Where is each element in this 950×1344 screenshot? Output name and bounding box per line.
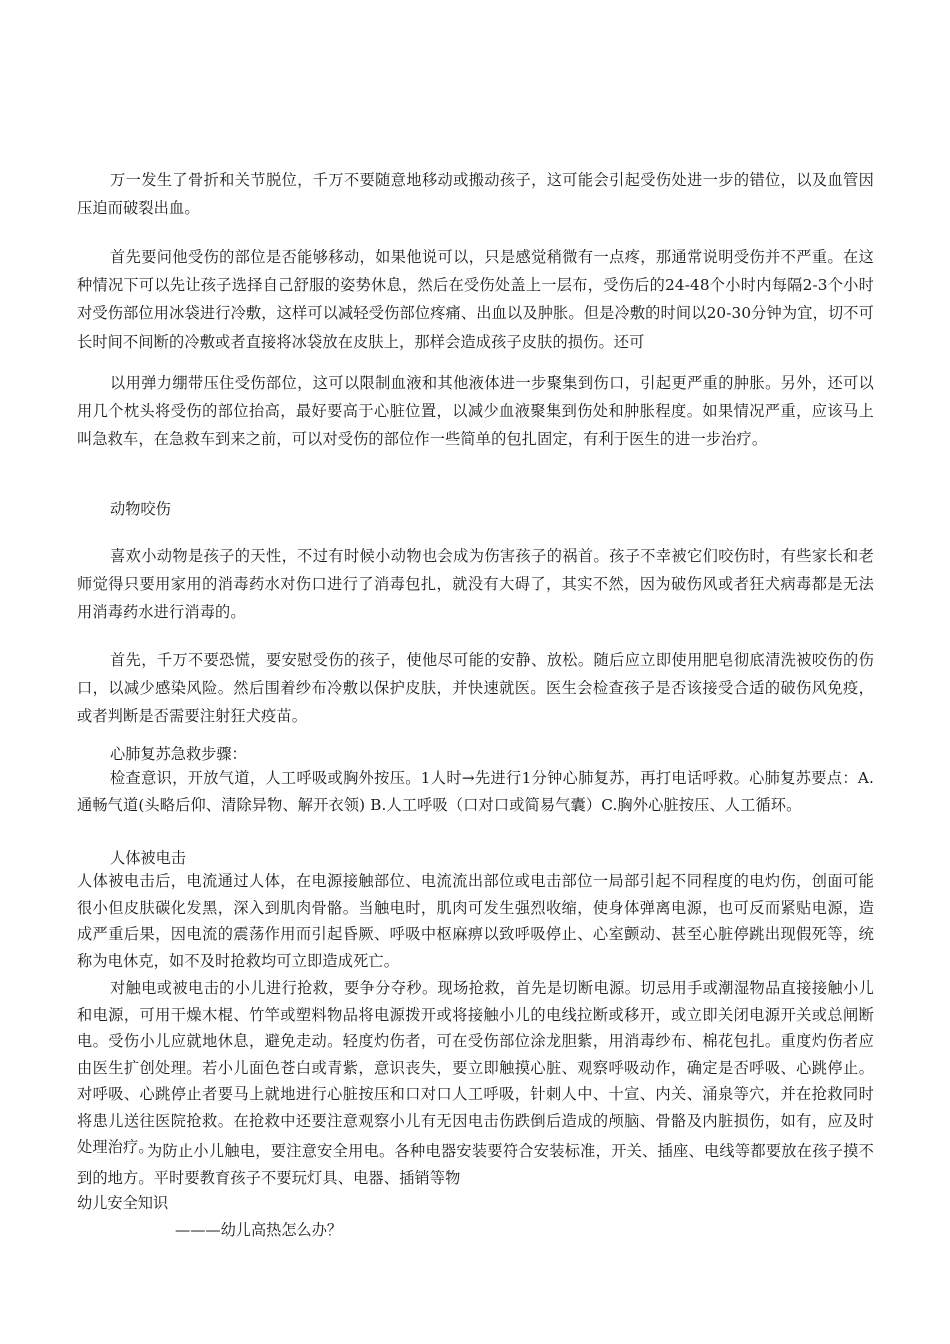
- section-title: 幼儿安全知识: [77, 1194, 169, 1212]
- heading-electric-shock: 人体被电击: [110, 849, 186, 867]
- heading-cpr-steps: 心肺复苏急救步骤：: [110, 745, 247, 763]
- paragraph-cpr-steps: 检查意识，开放气道，人工呼吸或胸外按压。1人时→先进行1分钟心肺复苏，再打电话呼救。心肺复苏要点：A.通畅气道(头略后仰、清除异物、解开衣领) B.人工呼吸（口对口或简易气囊）C.胸外心脏按压、人工循环。: [77, 769, 874, 814]
- paragraph-electric-shock-prevention: 为防止小儿触电，要注意安全用电。各种电器安装要符合安装标准，开关、插座、电线等都要放在孩子摸不到的地方。平时要教育孩子不要玩灯具、电器、插销等物: [77, 1142, 874, 1187]
- paragraph-animal-bite-intro: 喜欢小动物是孩子的天性，不过有时候小动物也会成为伤害孩子的祸首。孩子不幸被它们咬伤时，有些家长和老师觉得只要用家用的消毒药水对伤口进行了消毒包扎，就没有大碍了，其实不然，因为破伤风或者狂犬病毒都是无法用消毒药水进行消毒的。: [77, 547, 874, 622]
- paragraph-electric-shock-effects: 人体被电击后，电流通过人体，在电源接触部位、电流流出部位或电击部位一局部引起不同程度的电灼伤，创面可能很小但皮肤碳化发黑，深入到肌肉骨骼。当触电时，肌肉可发生强烈收缩，使身体弹离电源，也可反而紧贴电源，造成严重后果，因电流的震荡作用而引起昏厥、呼吸中枢麻痹以致呼吸停止、心室颤动、甚至心脏停跳出现假死等，统称为电休克，如不及时抢救均可立即造成死亡。: [77, 872, 874, 970]
- paragraph-animal-bite-care: 首先，千万不要恐慌，要安慰受伤的孩子，使他尽可能的安静、放松。随后应立即使用肥皂彻底清洗被咬伤的伤口，以减少感染风险。然后围着纱布冷敷以保护皮肤，并快速就医。医生会检查孩子是否该接受合适的破伤风免疫，或者判断是否需要注射狂犬疫苗。: [77, 651, 874, 726]
- section-subtitle: ———幼儿高热怎么办？: [175, 1221, 343, 1239]
- heading-animal-bite: 动物咬伤: [110, 500, 171, 518]
- paragraph-electric-shock-rescue: 对触电或被电击的小儿进行抢救，要争分夺秒。现场抢救，首先是切断电源。切忌用手或潮湿物品直接接触小儿和电源，可用干燥木棍、竹竿或塑料物品将电源拨开或将接触小儿的电线拉断或移开，或立即关闭电源开关或总闸断电。受伤小儿应就地休息，避免走动。轻度灼伤者，可在受伤部位涂龙胆紫，用消毒纱布、棉花包扎。重度灼伤者应由医生扩创处理。若小儿面色苍白或青紫，意识丧失，要立即触摸心脏、观察呼吸动作，确定是否呼吸、心跳停止。对呼吸、心跳停止者要马上就地进行心脏按压和口对口人工呼吸，针刺人中、十宣、内关、涌泉等穴，并在抢救同时将患儿送往医院抢救。在抢救中还要注意观察小儿有无因电击伤跌倒后造成的颅脑、骨骼及内脏损伤，如有，应及时处理治疗。: [77, 979, 874, 1156]
- paragraph-fracture-warning: 万一发生了骨折和关节脱位，千万不要随意地移动或搬动孩子，这可能会引起受伤处进一步的错位，以及血管因压迫而破裂出血。: [77, 171, 874, 218]
- paragraph-fracture-bandage: 以用弹力绷带压住受伤部位，这可以限制血液和其他液体进一步聚集到伤口，引起更严重的肿胀。另外，还可以用几个枕头将受伤的部位抬高，最好要高于心脏位置，以减少血液聚集到伤处和肿胀程度。如果情况严重，应该马上叫急救车，在急救车到来之前，可以对受伤的部位作一些简单的包扎固定，有利于医生的进一步治疗。: [77, 374, 874, 449]
- paragraph-fracture-care: 首先要问他受伤的部位是否能够移动，如果他说可以，只是感觉稍微有一点疼，那通常说明受伤并不严重。在这种情况下可以先让孩子选择自己舒服的姿势休息，然后在受伤处盖上一层布，受伤后的24-48个小时内每隔2-3个小时对受伤部位用冰袋进行冷敷，这样可以减轻受伤部位疼痛、出血以及肿胀。但是冷敷的时间以20-30分钟为宜，切不可长时间不间断的冷敷或者直接将冰袋放在皮肤上，那样会造成孩子皮肤的损伤。还可: [77, 248, 874, 351]
